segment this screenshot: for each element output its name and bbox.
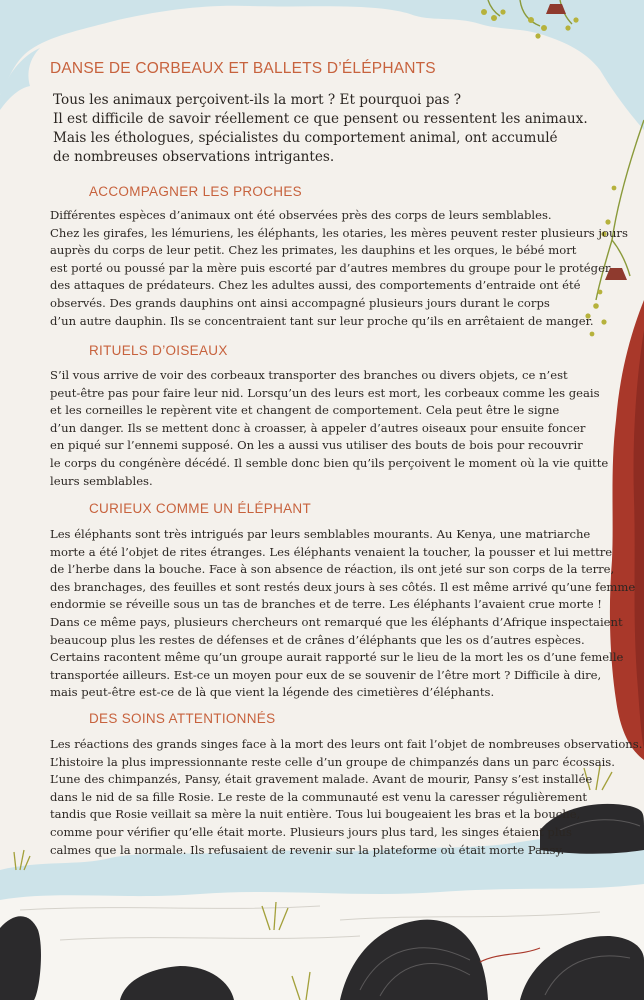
body-line: leurs semblables.: [50, 473, 153, 488]
body-line: tandis que Rosie veillait sa mère la nuit entière. Tous lui bougeaient les bras et la bouche,: [50, 807, 581, 822]
body-line: endormie se réveille sous un tas de branches et de terre. Les éléphants l’avaient crue morte !: [50, 597, 602, 612]
body-line: observés. Des grands dauphins ont ainsi accompagné plusieurs jours durant le corps: [50, 295, 550, 310]
body-line: Différentes espèces d’animaux ont été observées près des corps de leurs semblables.: [50, 208, 552, 222]
body-line: transportée ailleurs. Est-ce un moyen pour eux de se souvenir de l’être mort ? Difficile à dire,: [50, 667, 602, 682]
body-line: Dans ce même pays, plusieurs chercheurs ont remarqué que les éléphants d’Afrique inspectaient: [50, 614, 623, 629]
section-body-curieux: [50, 526, 635, 702]
body-line: mais peut-être est-ce de là que vient la légende des cimetières d’éléphants.: [50, 685, 495, 700]
body-line: en piqué sur l’ennemi supposé. On les a aussi vus utiliser des bouts de bois pour recouvrir: [50, 438, 583, 453]
intro-line: Il est difficile de savoir réellement ce que pensent ou ressentent les animaux.: [53, 111, 588, 127]
body-line: est porté ou poussé par la mère puis escorté par d’autres membres du groupe pour le protéger: [50, 260, 611, 275]
body-line: le corps du congénère décédé. Il semble donc bien qu’ils perçoivent le moment où la vie quitte: [50, 455, 609, 470]
body-line: auprès du corps de leur petit. Chez les primates, les dauphins et les orques, le bébé mort: [50, 243, 577, 258]
body-line: comme pour vérifier qu’elle était morte. Plusieurs jours plus tard, les singes étaient plus: [50, 824, 572, 839]
section-body-rituels: [50, 367, 608, 490]
body-line: des attaques de prédateurs. Chez les adultes aussi, des comportements d’entraide ont été: [50, 278, 581, 293]
body-line: L’histoire la plus impressionnante reste celle d’un groupe de chimpanzés dans un parc écossais.: [50, 754, 615, 769]
body-line: Les éléphants sont très intrigués par leurs semblables mourants. Au Kenya, une matriarche: [50, 527, 591, 541]
intro-paragraph: [53, 91, 588, 167]
body-line: calmes que la normale. Ils refusaient de revenir sur la plateforme où était morte Pansy.: [50, 842, 565, 857]
body-line: peut-être pas pour faire leur nid. Lorsqu’un des leurs est mort, les corbeaux comme les geais: [50, 385, 600, 400]
body-line: beaucoup plus les restes de défenses et de crânes d’éléphants que les os d’autres espèces.: [50, 632, 585, 647]
body-line: Chez les girafes, les lémuriens, les éléphants, les otaries, les mères peuvent rester plusieurs jours: [50, 225, 628, 240]
body-line: des branchages, des feuilles et sont restés deux jours à ses côtés. Il est même arrivé qu’une femme: [50, 579, 636, 594]
section-body-soins: [50, 736, 642, 859]
section-heading-curieux: CURIEUX COMME UN ÉLÉPHANT: [89, 501, 312, 516]
body-line: Les réactions des grands singes face à la mort des leurs ont fait l’objet de nombreuses observations.: [50, 737, 643, 751]
intro-line: Mais les éthologues, spécialistes du comportement animal, ont accumulé: [53, 130, 558, 146]
article-title: DANSE DE CORBEAUX ET BALLETS D’ÉLÉPHANTS: [50, 60, 436, 77]
body-line: S’il vous arrive de voir des corbeaux transporter des branches ou divers objets, ce n’est: [50, 368, 568, 382]
body-line: et les corneilles le repèrent vite et changent de comportement. Cela peut être le signe: [50, 403, 560, 418]
body-line: morte a été l’objet de rites étranges. Les éléphants venaient la toucher, la pousser et lui mettre: [50, 544, 613, 559]
body-line: d’un autre dauphin. Ils se concentraient tant sur leur proche qu’ils en arrêtaient de manger.: [50, 313, 594, 328]
section-heading-accompagner: ACCOMPAGNER LES PROCHES: [89, 184, 302, 199]
section-body-accompagner: [50, 207, 628, 330]
intro-line: de nombreuses observations intrigantes.: [53, 149, 335, 165]
body-line: d’un danger. Ils se mettent donc à croasser, à appeler d’autres oiseaux pour ensuite foncer: [50, 420, 586, 435]
intro-line: Tous les animaux perçoivent-ils la mort ? Et pourquoi pas ?: [53, 92, 462, 108]
body-line: Certains racontent même qu’un groupe aurait rapporté sur le lieu de la mort les os d’une femelle: [50, 650, 624, 665]
section-heading-soins: DES SOINS ATTENTIONNÉS: [89, 711, 276, 726]
body-line: de l’herbe dans la bouche. Face à son absence de réaction, ils ont jeté sur son corps de la terre,: [50, 562, 615, 577]
body-line: dans le nid de sa fille Rosie. Le reste de la communauté est venu la caresser régulièrement: [50, 789, 588, 804]
body-line: L’une des chimpanzés, Pansy, était gravement malade. Avant de mourir, Pansy s’est installée: [50, 772, 593, 787]
section-heading-rituels: RITUELS D’OISEAUX: [89, 343, 228, 358]
